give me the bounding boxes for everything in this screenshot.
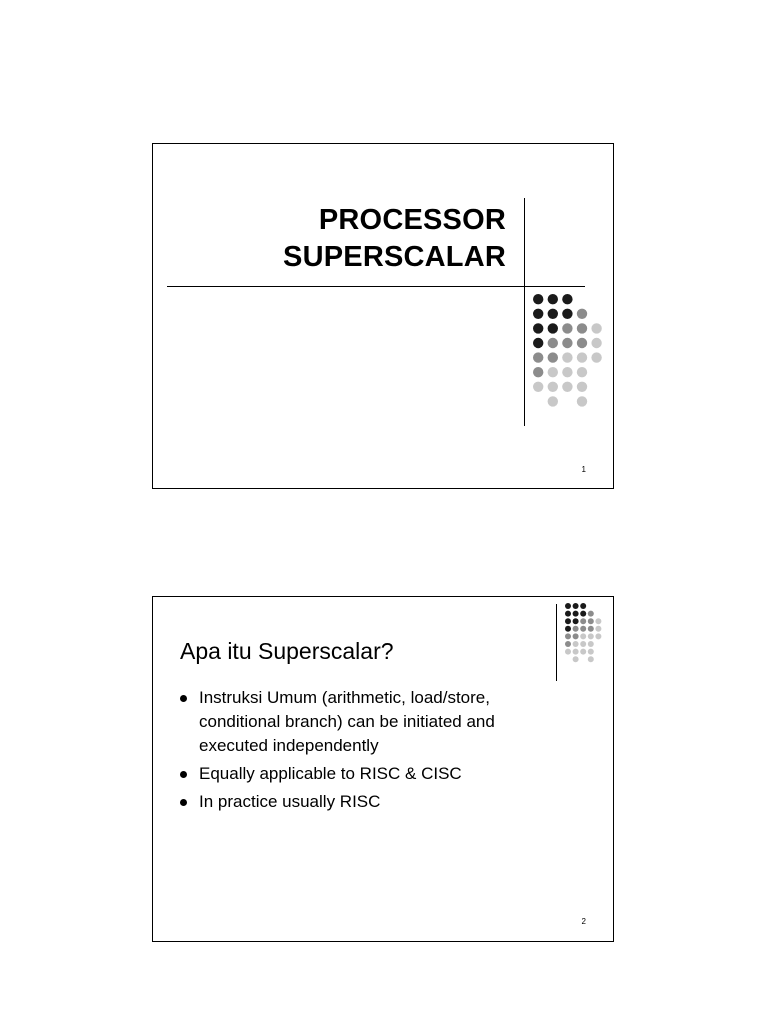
- decoration-dot: [595, 633, 601, 639]
- decoration-dot: [548, 323, 558, 333]
- decoration-dot: [533, 352, 543, 362]
- bullet-text: Equally applicable to RISC & CISC: [199, 764, 462, 783]
- decoration-dot: [548, 396, 558, 406]
- decoration-dot: [548, 352, 558, 362]
- decoration-dot: [577, 309, 587, 319]
- bullet-text: In practice usually RISC: [199, 792, 381, 811]
- decoration-dot: [565, 603, 571, 609]
- decoration-dot: [580, 611, 586, 617]
- decoration-dot: [548, 382, 558, 392]
- decoration-dot: [580, 626, 586, 632]
- decoration-dot: [565, 611, 571, 617]
- slide-1: [152, 143, 614, 489]
- decoration-dot: [533, 294, 543, 304]
- title-line-2: SUPERSCALAR: [283, 241, 506, 273]
- bullet-dot-icon: [180, 799, 187, 806]
- bullet-text: Instruksi Umum (arithmetic, load/store, conditional branch) can be initiated and executed independently: [199, 688, 495, 755]
- decoration-dot: [580, 633, 586, 639]
- decoration-dot: [577, 396, 587, 406]
- dot-grid-decoration: [533, 294, 603, 409]
- decoration-dot: [577, 323, 587, 333]
- bullet-list: [180, 686, 550, 818]
- bullet-dot-icon: [180, 771, 187, 778]
- decoration-dot: [548, 309, 558, 319]
- page-number: 2: [581, 917, 586, 926]
- decoration-dot: [562, 338, 572, 348]
- decoration-dot: [573, 603, 579, 609]
- decoration-dot: [580, 649, 586, 655]
- decoration-dot: [591, 352, 601, 362]
- dot-grid-decoration: [565, 603, 605, 673]
- decoration-dot: [577, 382, 587, 392]
- title-line-1: PROCESSOR: [318, 204, 506, 236]
- decoration-dot: [573, 641, 579, 647]
- decoration-dot: [577, 352, 587, 362]
- decoration-dot: [533, 309, 543, 319]
- decoration-dot: [591, 323, 601, 333]
- decoration-dot: [595, 626, 601, 632]
- decoration-dot: [577, 367, 587, 377]
- decoration-dot: [595, 618, 601, 624]
- slide-2: [152, 596, 614, 942]
- decoration-dot: [565, 649, 571, 655]
- decoration-dot: [565, 641, 571, 647]
- decoration-dot: [588, 626, 594, 632]
- vertical-divider: [556, 604, 557, 681]
- bullet-item: [180, 686, 550, 758]
- decoration-dot: [577, 338, 587, 348]
- bullet-item: [180, 762, 550, 786]
- decoration-dot: [588, 633, 594, 639]
- decoration-dot: [588, 641, 594, 647]
- decoration-dot: [573, 618, 579, 624]
- decoration-dot: [533, 367, 543, 377]
- decoration-dot: [565, 633, 571, 639]
- decoration-dot: [573, 649, 579, 655]
- decoration-dot: [588, 656, 594, 662]
- decoration-dot: [548, 294, 558, 304]
- decoration-dot: [580, 603, 586, 609]
- decoration-dot: [548, 338, 558, 348]
- decoration-dot: [562, 323, 572, 333]
- decoration-dot: [588, 618, 594, 624]
- decoration-dot: [562, 352, 572, 362]
- decoration-dot: [533, 338, 543, 348]
- decoration-dot: [580, 618, 586, 624]
- decoration-dot: [533, 323, 543, 333]
- slide-1-title: [283, 202, 506, 276]
- bullet-item: [180, 790, 550, 814]
- decoration-dot: [573, 656, 579, 662]
- bullet-dot-icon: [180, 695, 187, 702]
- decoration-dot: [588, 649, 594, 655]
- page-number: 1: [581, 465, 586, 474]
- horizontal-divider: [167, 286, 585, 287]
- slide-2-title: Apa itu Superscalar?: [180, 638, 394, 664]
- decoration-dot: [548, 367, 558, 377]
- decoration-dot: [562, 382, 572, 392]
- decoration-dot: [533, 382, 543, 392]
- decoration-dot: [588, 611, 594, 617]
- decoration-dot: [562, 294, 572, 304]
- decoration-dot: [573, 611, 579, 617]
- decoration-dot: [565, 626, 571, 632]
- decoration-dot: [591, 338, 601, 348]
- decoration-dot: [573, 626, 579, 632]
- decoration-dot: [573, 633, 579, 639]
- vertical-divider: [524, 198, 525, 426]
- decoration-dot: [565, 618, 571, 624]
- decoration-dot: [562, 309, 572, 319]
- decoration-dot: [562, 367, 572, 377]
- decoration-dot: [580, 641, 586, 647]
